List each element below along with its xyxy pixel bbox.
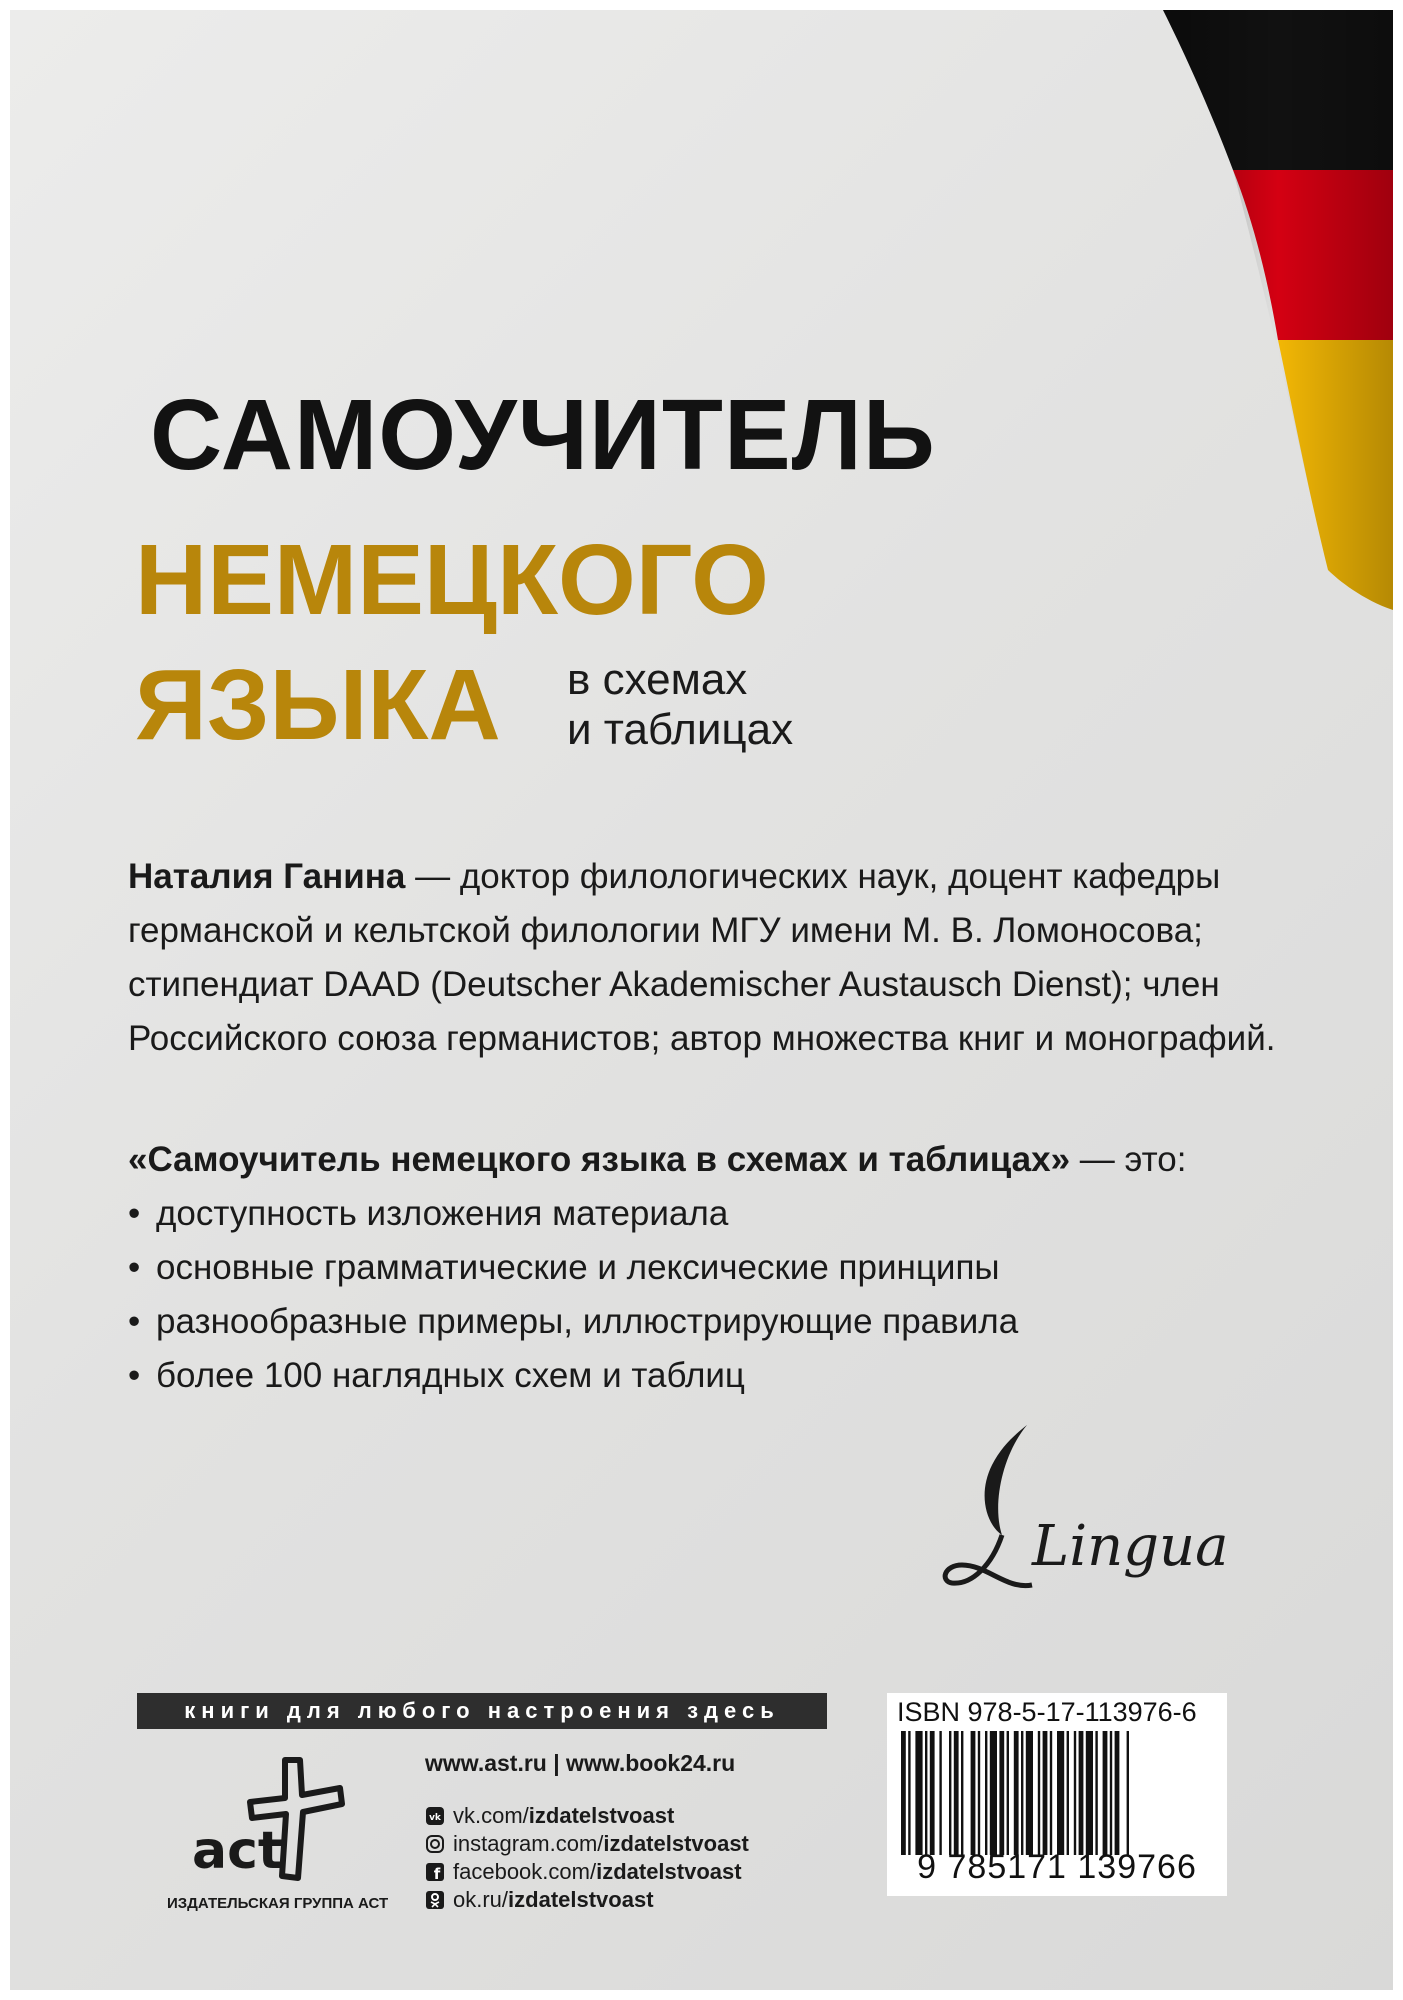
barcode-bar xyxy=(1057,1731,1064,1855)
title-line-1: САМОУЧИТЕЛЬ xyxy=(150,379,936,491)
barcode-bar xyxy=(1021,1731,1023,1855)
barcode-bar xyxy=(1014,1731,1019,1855)
social-handle: izdatelstvoast xyxy=(603,1831,749,1856)
barcode-bar xyxy=(925,1731,927,1855)
svg-text:vk: vk xyxy=(429,1813,441,1823)
list-item xyxy=(128,1295,1018,1349)
intro-suffix: — это: xyxy=(1079,1140,1187,1179)
bullet-icon: • xyxy=(128,1302,141,1341)
feature-text: более 100 наглядных схем и таблиц xyxy=(156,1356,745,1395)
social-link-odnoklassniki[interactable] xyxy=(425,1886,749,1914)
barcode-block xyxy=(887,1693,1227,1896)
website-links[interactable]: www.ast.ru | www.book24.ru xyxy=(425,1750,736,1776)
feature-text: основные грамматические и лексические принципы xyxy=(156,1248,1000,1287)
list-item xyxy=(128,1349,1018,1403)
barcode-bar xyxy=(961,1731,963,1855)
vk-icon xyxy=(425,1806,445,1826)
barcode-bar xyxy=(1079,1731,1084,1855)
barcode-bar xyxy=(999,1731,1004,1855)
barcode-bar xyxy=(901,1731,906,1855)
title-line-3: ЯЗЫКА xyxy=(135,649,501,761)
barcode-bar xyxy=(1067,1731,1069,1855)
social-links xyxy=(425,1802,749,1914)
subtitle-line-2: и таблицах xyxy=(567,705,794,754)
barcode-bar xyxy=(1050,1731,1052,1855)
barcode-bar xyxy=(930,1731,935,1855)
feature-text: разнообразные примеры, иллюстрирующие правила xyxy=(156,1302,1019,1341)
social-link-instagram[interactable] xyxy=(425,1830,749,1858)
barcode-bar xyxy=(1007,1731,1009,1855)
barcode-bar xyxy=(971,1731,976,1855)
list-item xyxy=(128,1187,1018,1241)
title-line-2: НЕМЕЦКОГО xyxy=(135,524,769,636)
feature-text: доступность изложения материала xyxy=(156,1194,729,1233)
social-prefix: facebook.com/ xyxy=(453,1859,597,1884)
slogan-band: книги для любого настроения здесь xyxy=(137,1693,827,1729)
social-prefix: ok.ru/ xyxy=(453,1887,509,1912)
barcode-bar xyxy=(1095,1731,1097,1855)
subtitle xyxy=(567,655,793,755)
isbn-text: ISBN 978-5-17-113976-6 xyxy=(897,1697,1197,1727)
social-link-facebook[interactable] xyxy=(425,1858,749,1886)
book-back-cover xyxy=(10,10,1393,1990)
barcode-bar xyxy=(978,1731,980,1855)
bullet-icon: • xyxy=(128,1356,141,1395)
barcode-image xyxy=(895,1731,1219,1855)
instagram-icon xyxy=(425,1834,445,1854)
barcode-bar xyxy=(990,1731,997,1855)
ast-logo-text: act xyxy=(192,1821,283,1881)
odnoklassniki-icon xyxy=(425,1890,445,1910)
subtitle-line-1: в схемах xyxy=(567,655,748,704)
bullet-icon: • xyxy=(128,1248,141,1287)
publisher-caption: ИЗДАТЕЛЬСКАЯ ГРУППА АСТ xyxy=(167,1895,389,1912)
barcode-bar xyxy=(1074,1731,1076,1855)
barcode-bar xyxy=(1127,1731,1129,1855)
ast-publisher-logo xyxy=(190,1750,360,1890)
facebook-icon xyxy=(425,1862,445,1882)
barcode-bar xyxy=(1110,1731,1112,1855)
lingua-logo-text: Lingua xyxy=(1032,1514,1229,1579)
barcode-bar xyxy=(1043,1731,1048,1855)
lingua-logo xyxy=(932,1415,1232,1605)
barcode-bar xyxy=(954,1731,959,1855)
author-bio xyxy=(128,850,1278,1066)
author-bio-text: — доктор филологических наук, доцент кафедры германской и кельтской филологии МГУ имени М. В. Ломоносова; стипендиат DAAD (Deutscher Akademischer Austausch Dienst); член Российского союза германистов; автор множества книг и монографий. xyxy=(128,857,1276,1058)
barcode-bar xyxy=(908,1731,910,1855)
barcode-bar xyxy=(1103,1731,1108,1855)
social-handle: izdatelstvoast xyxy=(596,1859,742,1884)
social-prefix: vk.com/ xyxy=(453,1803,529,1828)
social-handle: izdatelstvoast xyxy=(528,1803,675,1828)
barcode-bar xyxy=(1026,1731,1033,1855)
barcode-bar xyxy=(939,1731,941,1855)
svg-text:f: f xyxy=(433,1865,441,1882)
book-title-quote: «Самоучитель немецкого языка в схемах и таблицах» xyxy=(128,1140,1071,1179)
list-item xyxy=(128,1241,1018,1295)
german-flag-image xyxy=(1163,10,1393,650)
social-handle: izdatelstvoast xyxy=(508,1887,654,1912)
social-prefix: instagram.com/ xyxy=(453,1831,604,1856)
social-link-vk[interactable] xyxy=(425,1802,749,1830)
barcode-bar xyxy=(949,1731,951,1855)
author-name: Наталия Ганина xyxy=(128,857,406,896)
barcode-bar xyxy=(1038,1731,1040,1855)
barcode-bar xyxy=(915,1731,922,1855)
features-intro xyxy=(128,1135,1328,1185)
features-list xyxy=(128,1187,1018,1403)
barcode-number: 9 785171 139766 xyxy=(917,1848,1197,1886)
barcode-bar xyxy=(985,1731,987,1855)
bullet-icon: • xyxy=(128,1194,141,1233)
barcode-bar xyxy=(1086,1731,1093,1855)
barcode-bar xyxy=(1115,1731,1120,1855)
